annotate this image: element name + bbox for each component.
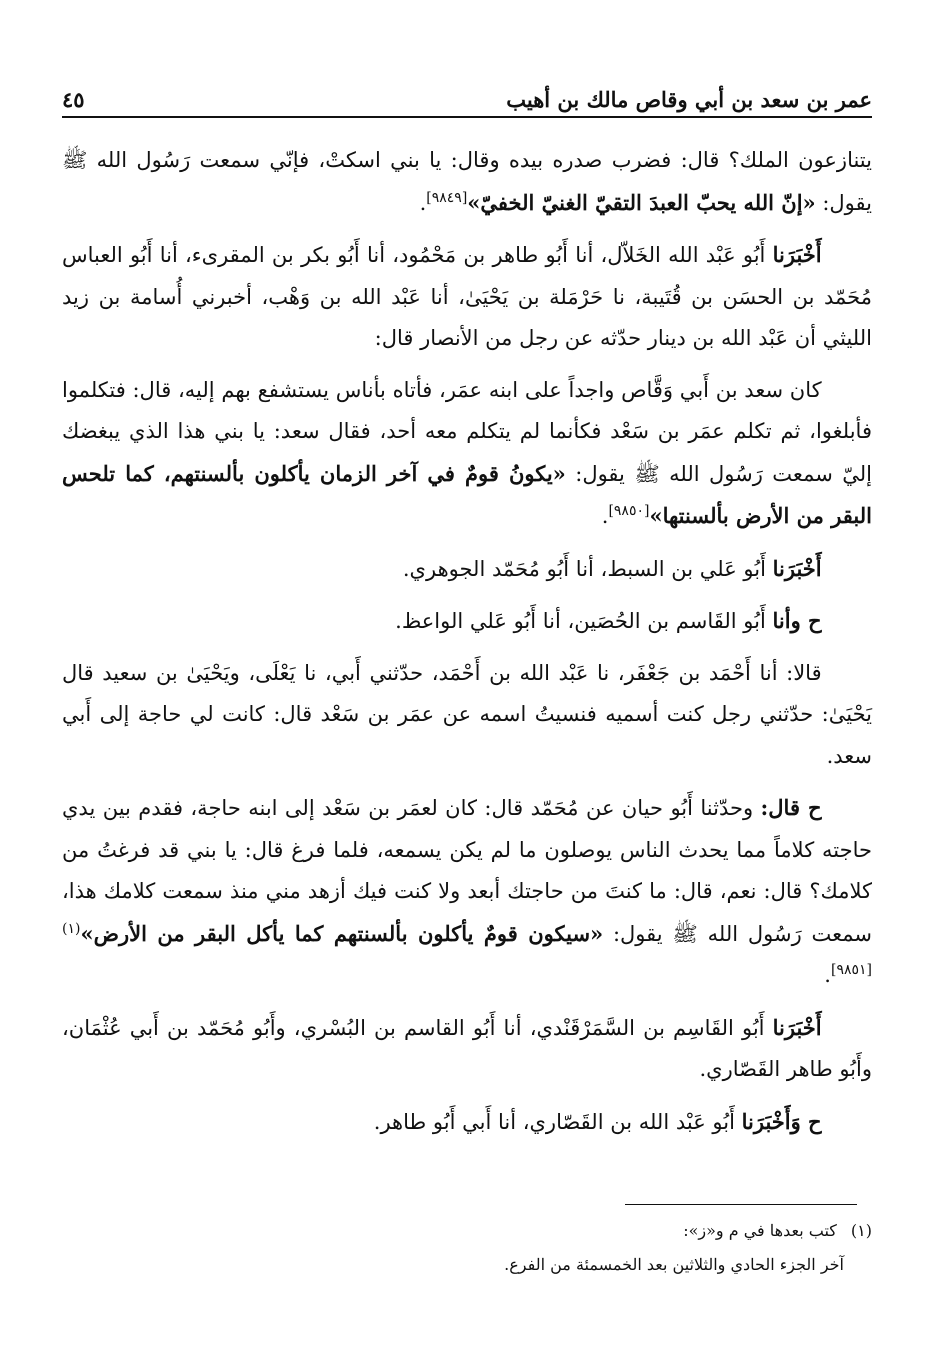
- text-run: .: [419, 190, 427, 215]
- running-title: عمر بن سعد بن أبي وقاص مالك بن أهيب: [506, 87, 872, 112]
- footnote-label: (١): [850, 1221, 872, 1240]
- footnote-line-2: آخر الجزء الحادي والثلاثين بعد الخمسمئة من الفرع.: [504, 1255, 844, 1274]
- paragraph: [62, 787, 872, 997]
- reference-number: [٩٨٥٠]: [608, 503, 650, 519]
- reference-number: (١): [62, 920, 81, 937]
- bold-text: ح وأنا: [772, 608, 822, 633]
- main-text: [62, 140, 872, 1153]
- text-run: وحدّثنا أَبُو حيان عن مُحَمّد قال: كان لعمَر بن سَعْد إلى ابنه حاجة، فقدم بين يدي حاجته كلاماً مما يحدث الناس يوصلون ما لم يكن يسمعه، فلما فرغ قال: يا بني قد فرغتُ من كلامك؟ قال: نعم، قال: ما كنتَ من حاجتك أبعد ولا كنت فيك أزهد مني منذ سمعت كلامك هذا، سمعت رَسُول الله ﷺ يقول:: [62, 796, 873, 946]
- page-header: [62, 72, 872, 112]
- reference-number: [٩٨٥١]: [830, 962, 872, 978]
- text-run: أَبُو القَاسم بن الحُصَين، أنا أَبُو عَلي الواعظ.: [395, 609, 773, 633]
- bold-text: «يكونُ قومٌ في آخر الزمان يأكلون بألسنتهم، كما تلحس البقر من الأرض بألسنتها»: [62, 460, 872, 528]
- bold-text: أَخْبَرَنا: [772, 242, 822, 267]
- text-run: .: [601, 504, 609, 528]
- bold-text: ح وَأَخْبَرَنا: [741, 1108, 822, 1134]
- paragraph: [62, 1007, 872, 1091]
- paragraph: [62, 1101, 872, 1144]
- bold-text: «إنّ الله يحبّ العبدَ التقيّ الغنيّ الخفيّ»: [467, 189, 816, 215]
- footnote-rule: [625, 1204, 857, 1205]
- text-run: كان سعد بن أَبي وَقَّاص واجداً على ابنه عمَر، فأتاه بأناس يستشفع بهم إليه، قال: فتكلموا فأبلغوا، ثم تكلم عمَر بن سَعْد فكأنما لم يتكلم معه أحد، فقال سعد: يا بني هذا الذي يبغضك إليّ سمعت رَسُول الله ﷺ يقول:: [62, 377, 872, 486]
- bold-text: أَخْبَرَنا: [772, 1014, 822, 1040]
- text-run: .: [824, 963, 831, 987]
- footnote-line-1: [62, 1214, 872, 1248]
- paragraph: [62, 234, 872, 360]
- text-run: أَبُو عَبْد الله بن القَصّاري، أنا أَبي أَبُو طاهر.: [373, 1109, 742, 1134]
- text-run: أَبُو عَبْد الله الخَلاّل، أنا أَبُو طاهر بن مَحْمُود، أنا أَبُو بكر بن المقرىء، أنا أَبُو العباس مُحَمّد بن الحسَن بن قُتَيبة، نا حَرْمَلة بن يَحْيَىٰ، أنا عَبْد الله بن وَهْب، أخبرني أُسامة بن زيد الليثي أن عَبْد الله بن دينار حدّثه عن رجل من الأنصار قال:: [62, 243, 872, 350]
- paragraph: [62, 653, 872, 778]
- text-run: يتنازعون الملك؟ قال: فضرب صدره بيده وقال: يا بني اسكتْ، فإنّي سمعت رَسُول الله ﷺ يقول:: [62, 148, 872, 215]
- page-number: ٤٥: [62, 87, 85, 112]
- bold-text: «سيكون قومٌ يأكلون بألسنتهم كما يأكل البقر من الأرض»: [80, 920, 604, 946]
- header-rule: [62, 116, 872, 118]
- bold-text: ح قال:: [760, 795, 822, 820]
- footnote-text: كتب بعدها في م و«ز»:: [683, 1221, 837, 1240]
- text-run: أَبُو عَلي بن السبط، أنا أَبُو مُحَمّد الجوهري.: [402, 556, 773, 581]
- reference-number: [٩٨٤٩]: [426, 189, 468, 206]
- paragraph: [62, 140, 872, 224]
- paragraph: [62, 548, 872, 591]
- text-run: قالا: أنا أَحْمَد بن جَعْفَر، نا عَبْد الله بن أَحْمَد، حدّثني أَبي، نا يَعْلَى، ويَحْيَىٰ بن سعيد قال يَحْيَىٰ: حدّثني رجل كنت أسميه فنسيتُ اسمه عن عمَر بن سَعْد قال: كانت لي حاجة إلى أَبي سعد.: [62, 660, 872, 768]
- bold-text: أَخْبَرَنا: [772, 555, 822, 581]
- paragraph: [62, 600, 872, 643]
- footnotes: [62, 1214, 872, 1282]
- paragraph: [62, 370, 872, 538]
- text-run: أَبُو القَاسِم بن السَّمَرْقَنْدي، أنا أَبُو القاسم بن البُسْري، وأَبُو مُحَمّد بن أَبي عُثْمَان، وأَبُو طاهر القَصّاري.: [62, 1015, 872, 1081]
